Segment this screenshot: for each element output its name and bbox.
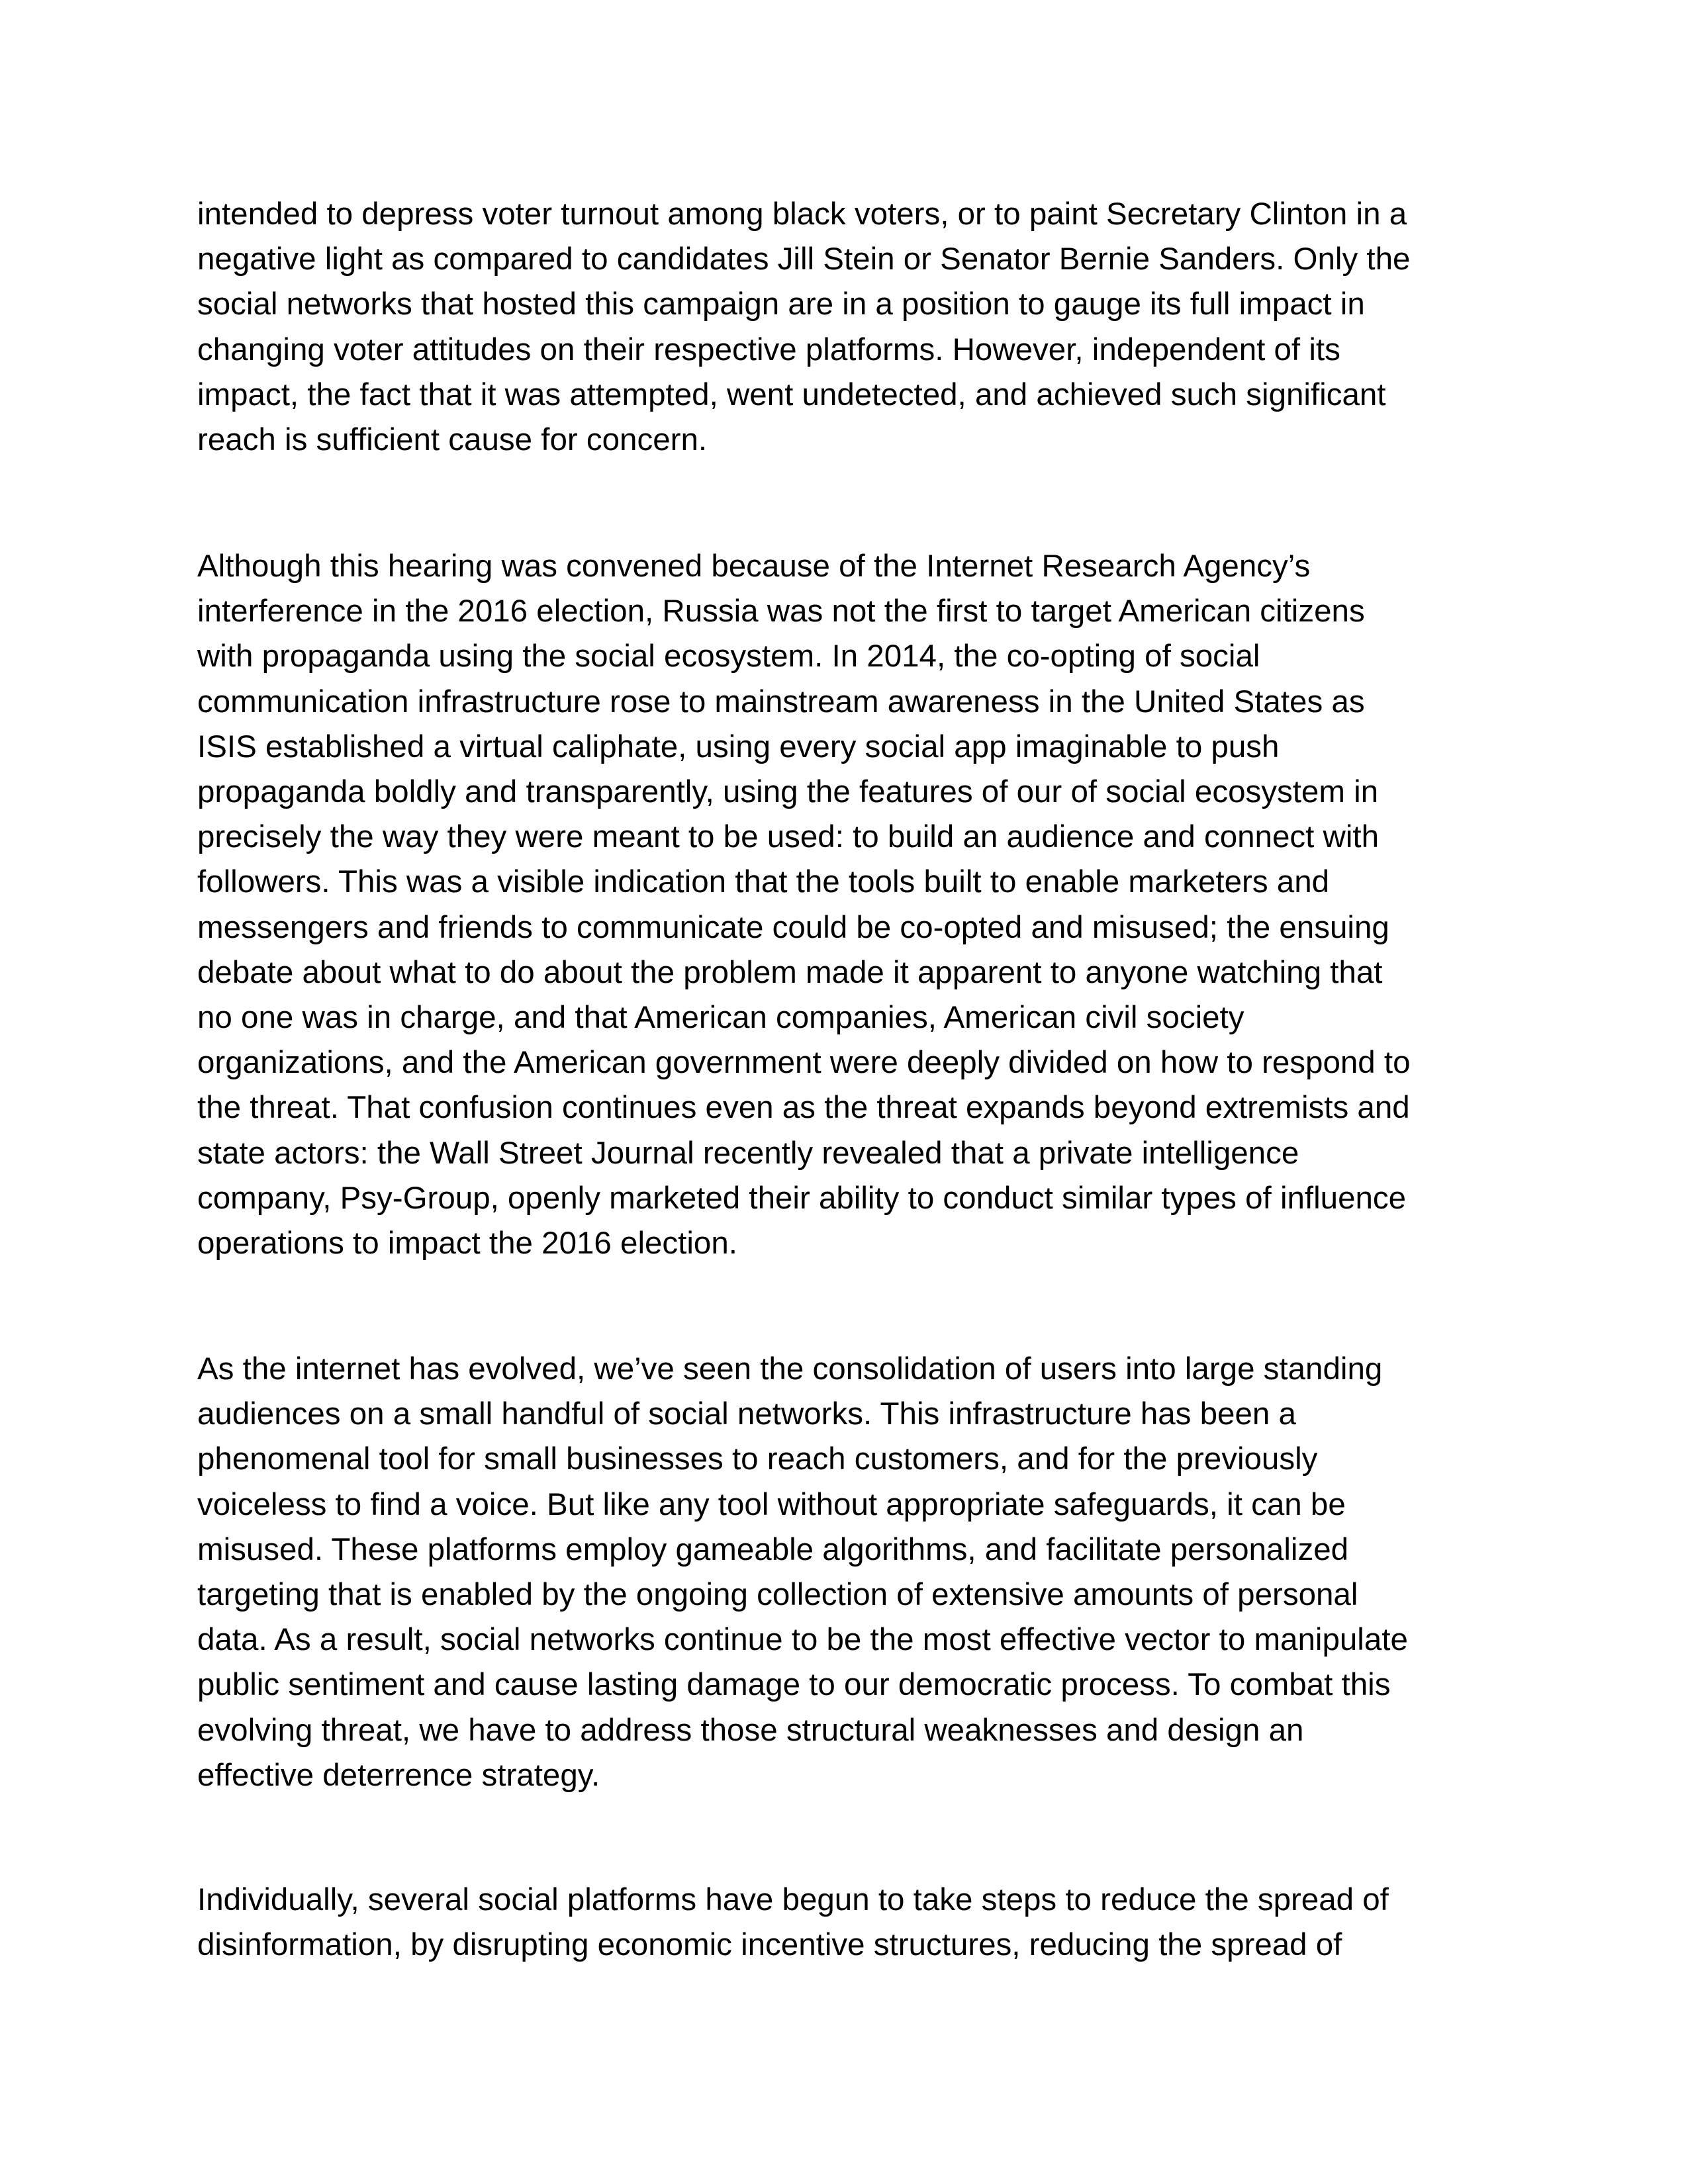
text-line: targeting that is enabled by the ongoing collection of extensive amounts of personal [197, 1577, 1358, 1613]
text-line: As the internet has evolved, we’ve seen the consolidation of users into large standing [197, 1351, 1383, 1387]
text-line: messengers and friends to communicate could be co-opted and misused; the ensuing [197, 909, 1389, 945]
text-line: company, Psy-Group, openly marketed their ability to conduct similar types of influence [197, 1180, 1407, 1216]
text-line: state actors: the Wall Street Journal recently revealed that a private intelligence [197, 1135, 1299, 1171]
text-line: the threat. That confusion continues even as the threat expands beyond extremists and [197, 1090, 1410, 1126]
text-line: disinformation, by disrupting economic incentive structures, reducing the spread of [197, 1927, 1342, 1963]
text-line: with propaganda using the social ecosystem. In 2014, the co-opting of social [197, 639, 1260, 674]
text-line: social networks that hosted this campaign are in a position to gauge its full impact in [197, 287, 1365, 322]
paragraph-4 [197, 1878, 1495, 1968]
text-line: debate about what to do about the problem made it apparent to anyone watching that [197, 954, 1383, 990]
text-line: misused. These platforms employ gameable algorithms, and facilitate personalized [197, 1531, 1349, 1567]
text-line: changing voter attitudes on their respective platforms. However, independent of its [197, 332, 1340, 367]
text-line: Although this hearing was convened because of the Internet Research Agency’s [197, 549, 1311, 584]
text-line: reach is sufficient cause for concern. [197, 422, 708, 458]
text-line: negative light as compared to candidates Jill Stein or Senator Bernie Sanders. Only the [197, 242, 1411, 277]
text-line: interference in the 2016 election, Russia was not the first to target American citizens [197, 594, 1365, 629]
text-line: organizations, and the American government were deeply divided on how to respond to [197, 1045, 1411, 1081]
text-line: followers. This was a visible indication that the tools built to enable marketers and [197, 864, 1330, 900]
text-line: effective deterrence strategy. [197, 1757, 600, 1793]
paragraph-3 [197, 1347, 1495, 1798]
text-line: precisely the way they were meant to be used: to build an audience and connect with [197, 819, 1379, 855]
text-line: voiceless to find a voice. But like any tool without appropriate safeguards, it can be [197, 1486, 1346, 1522]
paragraph-2 [197, 544, 1495, 1266]
text-line: intended to depress voter turnout among black voters, or to paint Secretary Clinton in a [197, 197, 1407, 232]
text-line: no one was in charge, and that American companies, American civil society [197, 1000, 1244, 1036]
text-line: data. As a result, social networks continue to be the most effective vector to manipulate [197, 1622, 1408, 1658]
text-line: evolving threat, we have to address those structural weaknesses and design an [197, 1712, 1304, 1748]
text-line: impact, the fact that it was attempted, went undetected, and achieved such significant [197, 377, 1386, 412]
text-line: ISIS established a virtual caliphate, using every social app imaginable to push [197, 729, 1280, 764]
text-line: audiences on a small handful of social networks. This infrastructure has been a [197, 1396, 1296, 1432]
text-line: communication infrastructure rose to mainstream awareness in the United States as [197, 684, 1365, 719]
text-line: phenomenal tool for small businesses to reach customers, and for the previously [197, 1441, 1318, 1477]
text-line: Individually, several social platforms have begun to take steps to reduce the spread of [197, 1882, 1389, 1917]
text-line: operations to impact the 2016 election. [197, 1226, 737, 1261]
paragraph-1 [197, 192, 1495, 463]
text-line: public sentiment and cause lasting damage to our democratic process. To combat this [197, 1667, 1391, 1703]
text-line: propaganda boldly and transparently, using the features of our of social ecosystem in [197, 774, 1379, 810]
